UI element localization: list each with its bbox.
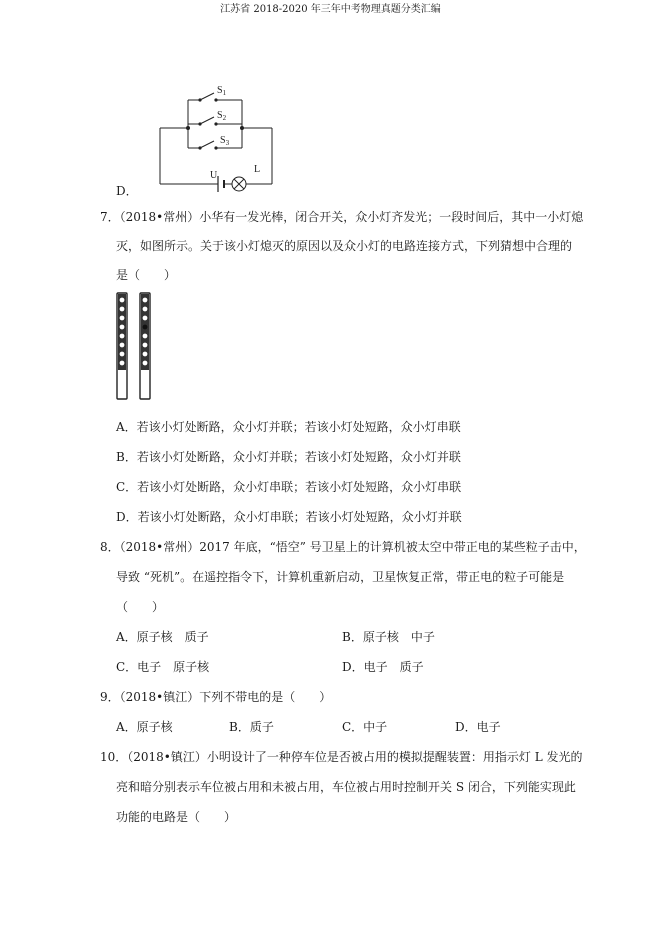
- lamp-label: L: [254, 164, 261, 175]
- q9-option-a: A．原子核: [116, 720, 173, 734]
- q10-line-3: 功能的电路是（ ）: [116, 810, 237, 824]
- q7-line-1: 7．（2018•常州）小华有一发光棒，闭合开关，众小灯齐发光；一段时间后，其中一小灯熄: [100, 210, 584, 224]
- q10-line-1: 10．（2018•镇江）小明设计了一种停车位是否被占用的模拟提醒装置：用指示灯 L 发光的: [100, 750, 583, 764]
- q7-option-b: B．若该小灯处断路，众小灯并联；若该小灯处短路，众小灯并联: [116, 450, 461, 464]
- q7-option-d: D．若该小灯处断路，众小灯串联；若该小灯处短路，众小灯并联: [116, 510, 462, 524]
- q8-option-d: D．电子 质子: [342, 660, 424, 674]
- light-stick-figure: [112, 290, 158, 402]
- voltage-label: U: [210, 170, 218, 181]
- s1-label: $S_1$: [217, 85, 227, 97]
- q9-option-c: C．中子: [342, 720, 388, 734]
- q9-option-d: D．电子: [455, 720, 501, 734]
- q8-option-a: A．原子核 质子: [116, 630, 209, 644]
- q9-line-1: 9．（2018•镇江）下列不带电的是（ ）: [100, 690, 332, 704]
- s3-label: $S_3$: [220, 135, 230, 147]
- parallel-switch-circuit-diagram: [150, 80, 290, 192]
- page-header: 江苏省 2018-2020 年三年中考物理真题分类汇编: [220, 4, 441, 15]
- q7-option-c: C．若该小灯处断路，众小灯串联；若该小灯处短路，众小灯串联: [116, 480, 462, 494]
- q7-line-2: 灭，如图所示。关于该小灯熄灭的原因以及众小灯的电路连接方式，下列猜想中合理的: [116, 239, 573, 253]
- q8-option-c: C．电子 原子核: [116, 660, 210, 674]
- q10-line-2: 亮和暗分别表示车位被占用和未被占用，车位被占用时控制开关 S 闭合，下列能实现此: [116, 780, 576, 794]
- q8-line-1: 8．（2018•常州）2017 年底，“悟空” 号卫星上的计算机被太空中带正电的某些粒子击中，: [100, 540, 586, 554]
- prev-option-d-label: D．: [116, 184, 138, 198]
- q8-line-3: （ ）: [116, 600, 165, 614]
- q8-option-b: B．原子核 中子: [342, 630, 435, 644]
- s2-label: $S_2$: [217, 110, 227, 122]
- q8-line-2: 导致 “死机”。在遥控指令下，计算机重新启动，卫星恢复正常，带正电的粒子可能是: [116, 570, 565, 584]
- q7-line-3: 是（ ）: [116, 268, 177, 282]
- q7-option-a: A．若该小灯处断路，众小灯并联；若该小灯处短路，众小灯串联: [116, 420, 461, 434]
- q9-option-b: B．质子: [229, 720, 274, 734]
